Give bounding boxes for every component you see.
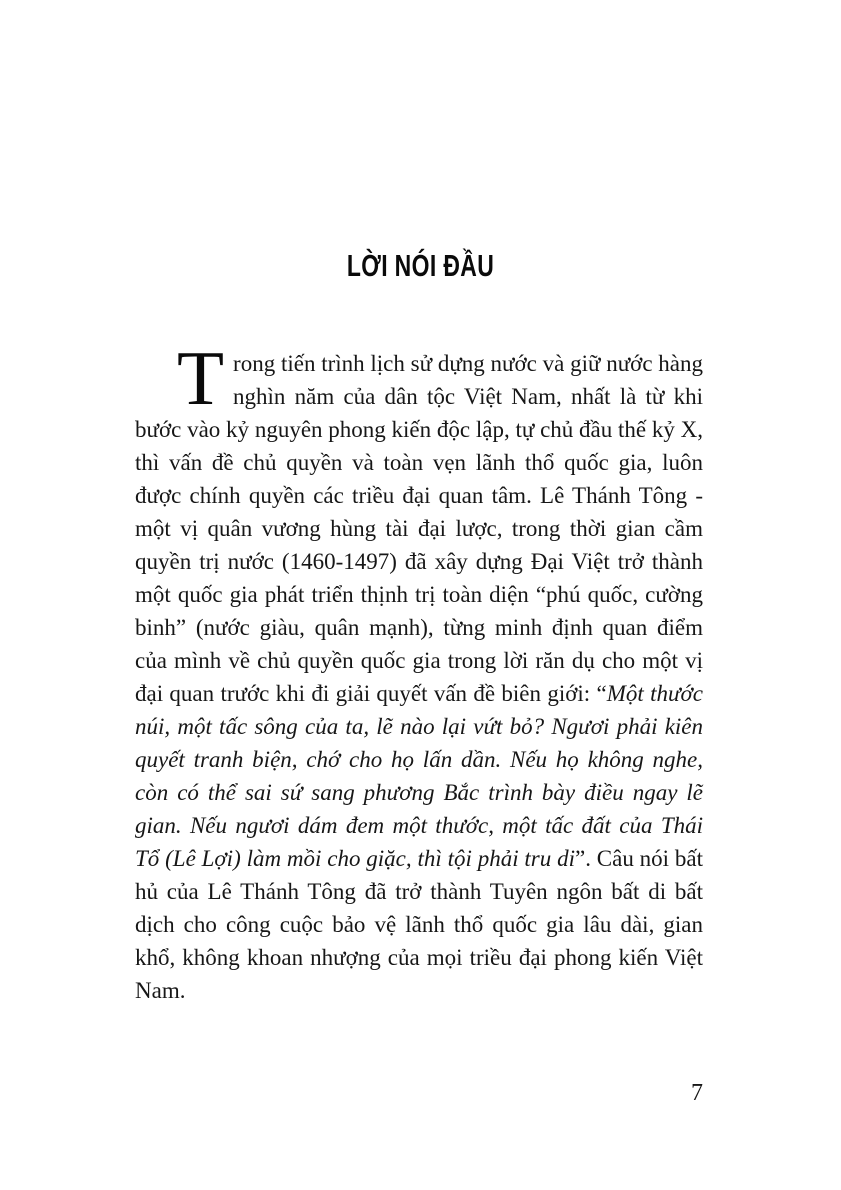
chapter-title — [0, 247, 841, 284]
chapter-title-text: LỜI NÓI ĐẦU — [346, 248, 495, 283]
page-number: 7 — [691, 1080, 703, 1106]
drop-cap: T — [177, 335, 225, 421]
paragraph-lead-text: rong tiến trình lịch sử dựng nước và giữ nước hàng nghìn năm của dân tộc Việt Nam, nhất là từ khi bước vào kỷ nguyên phong kiến độc lập, tự chủ đầu thế kỷ X, thì vấn đề chủ quyền và toàn vẹn lãnh thổ quốc gia, luôn được chính quyền các triều đại quan tâm. Lê Thánh Tông - một vị quân vương hùng tài đại lược, trong thời gian cầm quyền trị nước (1460-1497) đã xây dựng Đại Việt trở thành một quốc gia phát triển thịnh trị toàn diện “phú quốc, cường binh” (nước giàu, quân mạnh), từng minh định quan điểm của mình về chủ quyền quốc gia trong lời răn dụ cho một vị đại quan trước khi đi giải quyết vấn đề biên giới: “ — [135, 351, 703, 706]
royal-edict-quote: Một thước núi, một tấc sông của ta, lẽ nào lại vứt bỏ? Ngươi phải kiên quyết tranh biện, chớ cho họ lấn dần. Nếu họ không nghe, còn có thể sai sứ sang phương Bắc trình bày điều ngay lẽ gian. Nếu ngươi dám đem một thước, một tấc đất của Thái Tổ (Lê Lợi) làm mồi cho giặc, thì tội phải tru di — [135, 681, 703, 871]
body-paragraph — [135, 335, 704, 1007]
paragraph-tail-text: ”. Câu nói bất hủ của Lê Thánh Tông đã trở thành Tuyên ngôn bất di bất dịch cho công cuộc bảo vệ lãnh thổ quốc gia lâu dài, gian khổ, không khoan nhượng của mọi triều đại phong kiến Việt Nam. — [135, 846, 704, 1003]
